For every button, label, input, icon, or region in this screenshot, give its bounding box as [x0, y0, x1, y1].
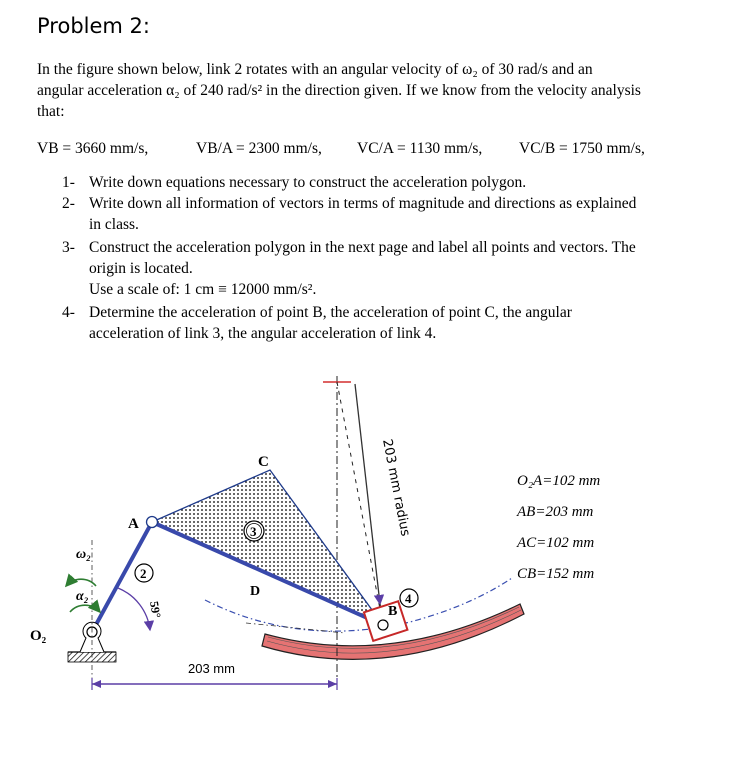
label-omega2: ω₂: [76, 547, 92, 562]
task-item: [62, 172, 727, 193]
dim-cb: CB=152 mm: [517, 566, 595, 582]
pin-a: [147, 517, 158, 528]
task-number: 2-: [62, 195, 75, 212]
velocity-vca: VC/A = 1130 mm/s,: [357, 140, 483, 157]
task-line: origin is located.: [89, 260, 193, 277]
dimension-arrow-right: [328, 680, 337, 688]
task-number: 4-: [62, 304, 75, 321]
label-link-2: 2: [140, 566, 147, 581]
label-o2: O₂: [30, 628, 47, 644]
dimension-arrow-left: [92, 680, 101, 688]
task-line: Determine the acceleration of point B, the acceleration of point C, the angular: [89, 304, 572, 321]
intro-line-2: angular acceleration α₂ of 240 rad/s² in the direction given. If we know from the velocity analysis: [37, 82, 641, 99]
label-c: C: [258, 454, 269, 470]
angle-arc: [118, 588, 150, 630]
task-line: Use a scale of: 1 cm ≡ 12000 mm/s².: [89, 281, 317, 298]
task-item: [62, 302, 727, 344]
label-link-3: 3: [250, 524, 257, 539]
link-3-body: [152, 470, 383, 625]
intro-line-1: In the figure shown below, link 2 rotates with an angular velocity of ω₂ of 30 rad/s and an: [37, 61, 593, 78]
alpha2-arrow: [70, 605, 100, 612]
omega2-arrow: [66, 579, 96, 586]
dim-o2a: O₂A=102 mm: [517, 473, 601, 489]
task-line: Write down all information of vectors in terms of magnitude and directions as explained: [89, 195, 637, 212]
label-radius: 203 mm radius: [379, 437, 413, 538]
task-number: 3-: [62, 239, 75, 256]
dim-ac: AC=102 mm: [517, 535, 595, 551]
label-angle: 59°: [147, 600, 164, 620]
dim-ab: AB=203 mm: [517, 504, 594, 520]
problem-intro: [37, 59, 727, 122]
velocity-vba: VB/A = 2300 mm/s,: [196, 140, 322, 157]
intro-line-3: that:: [37, 103, 65, 120]
velocity-vb: VB = 3660 mm/s,: [37, 140, 149, 157]
label-d: D: [250, 584, 261, 599]
mechanism-figure: [0, 360, 732, 700]
task-line: Construct the acceleration polygon in the next page and label all points and vectors. The: [89, 239, 636, 256]
radius-line: [355, 384, 380, 604]
problem-title: Problem 2:: [37, 14, 150, 38]
task-number: 1-: [62, 174, 75, 191]
label-link-4: 4: [405, 591, 412, 606]
task-line: in class.: [89, 216, 139, 233]
label-distance: 203 mm: [188, 661, 235, 676]
label-alpha2: α₂: [76, 589, 89, 604]
task-line: Write down equations necessary to construct the acceleration polygon.: [89, 174, 527, 191]
label-a: A: [128, 516, 139, 532]
task-line: acceleration of link 3, the angular acceleration of link 4.: [89, 325, 437, 342]
pin-b: [378, 620, 388, 630]
task-item: [62, 193, 727, 235]
task-list: [62, 172, 727, 344]
velocity-vcb: VC/B = 1750 mm/s,: [519, 140, 645, 157]
task-item: [62, 237, 727, 300]
label-b: B: [388, 604, 398, 619]
